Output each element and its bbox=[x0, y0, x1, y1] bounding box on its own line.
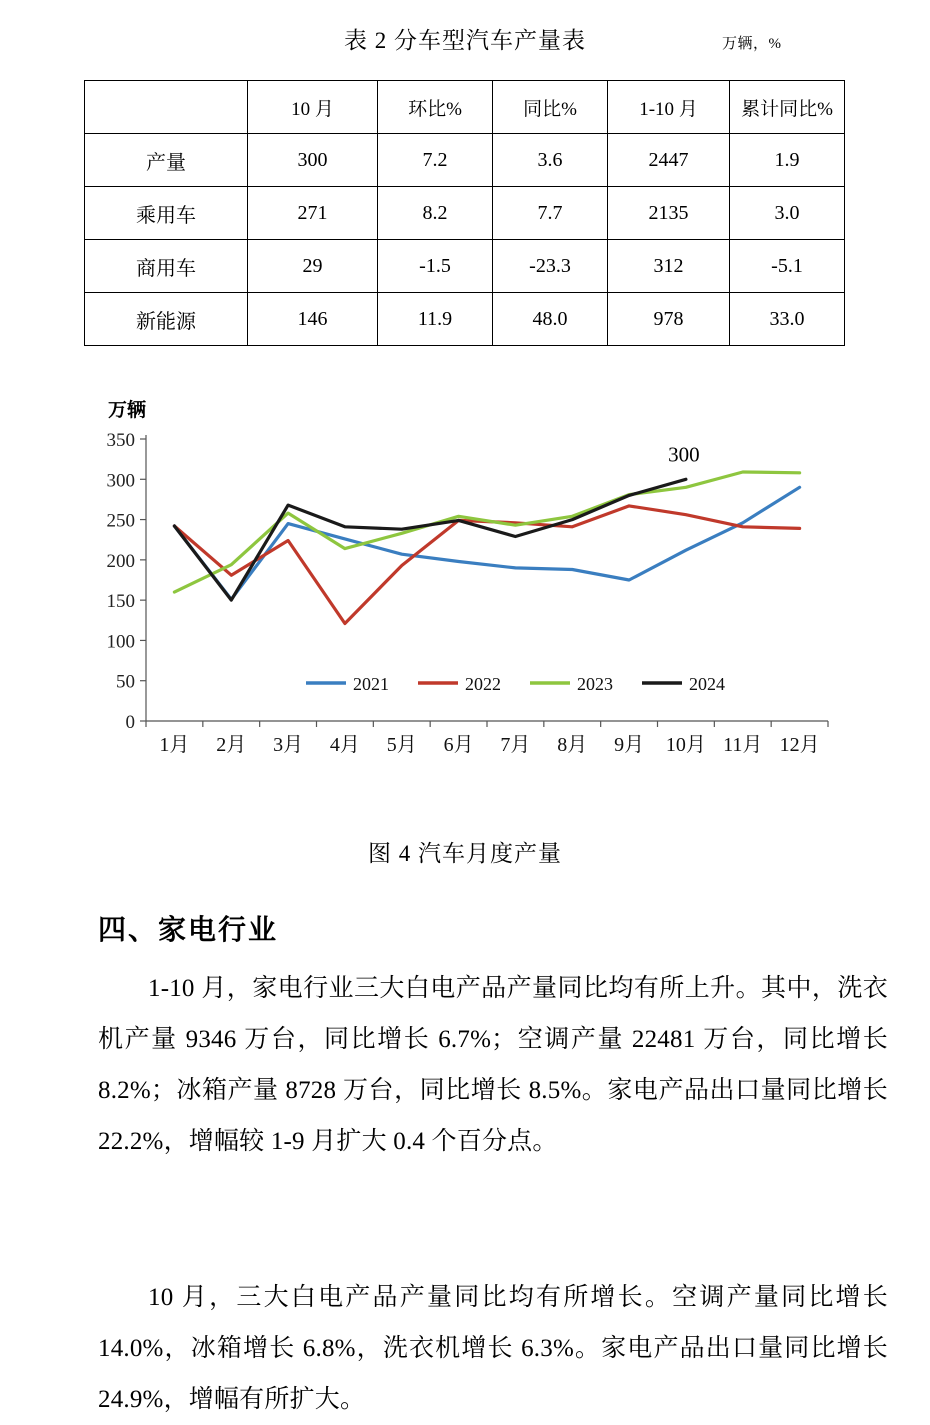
chart-series-line bbox=[174, 487, 799, 599]
table-cell: 7.2 bbox=[378, 134, 493, 187]
monthly-production-chart bbox=[84, 395, 844, 785]
table-cell: 8.2 bbox=[378, 187, 493, 240]
legend-label: 2022 bbox=[465, 674, 501, 694]
y-axis-tick-label: 150 bbox=[106, 591, 135, 613]
x-axis-tick-label: 9月 bbox=[614, 734, 645, 756]
table-row bbox=[85, 187, 845, 240]
y-axis-tick-label: 250 bbox=[106, 510, 135, 532]
chart-series-line bbox=[174, 479, 686, 600]
table-header-cell: 1-10 月 bbox=[608, 81, 730, 134]
vehicle-production-table bbox=[84, 80, 845, 346]
x-axis-tick-label: 3月 bbox=[273, 734, 304, 756]
chart-svg bbox=[84, 421, 844, 781]
paragraph-2-text: 10 月，三大白电产品产量同比均有所增长。空调产量同比增长 14.0%，冰箱增长 6.8%，洗衣机增长 6.3%。家电产品出口量同比增长 24.9%，增幅有所扩大。 bbox=[98, 1284, 888, 1413]
row-label: 产量 bbox=[85, 134, 248, 187]
table-cell: 48.0 bbox=[493, 293, 608, 346]
table-cell: -5.1 bbox=[730, 240, 845, 293]
x-axis-tick-label: 2月 bbox=[216, 734, 247, 756]
table-unit-label: 万辆，% bbox=[722, 36, 782, 52]
legend-label: 2023 bbox=[577, 674, 613, 694]
table-row bbox=[85, 134, 845, 187]
paragraph-1-text: 1-10 月，家电行业三大白电产品产量同比均有所上升。其中，洗衣机产量 9346 万台，同比增长 6.7%；空调产量 22481 万台，同比增长 8.2%；冰箱产量 8728 万台，同比增长 8.5%。家电产品出口量同比增长 22.2%，增幅较 1-9 月扩大 0.4 个百分点。 bbox=[98, 975, 888, 1155]
x-axis-tick-label: 4月 bbox=[329, 734, 360, 756]
table-cell: -23.3 bbox=[493, 240, 608, 293]
paragraph-2 bbox=[98, 1272, 888, 1425]
table-cell: -1.5 bbox=[378, 240, 493, 293]
table-cell: 7.7 bbox=[493, 187, 608, 240]
y-axis-tick-label: 50 bbox=[116, 671, 135, 693]
table-cell: 146 bbox=[248, 293, 378, 346]
legend-label: 2024 bbox=[689, 674, 725, 694]
x-axis-tick-label: 12月 bbox=[779, 734, 820, 756]
table-cell: 1.9 bbox=[730, 134, 845, 187]
table-cell: 2447 bbox=[608, 134, 730, 187]
table-cell: 300 bbox=[248, 134, 378, 187]
table-header-cell: 同比% bbox=[493, 81, 608, 134]
legend-label: 2021 bbox=[353, 674, 389, 694]
table-cell: 271 bbox=[248, 187, 378, 240]
x-axis-tick-label: 11月 bbox=[723, 734, 763, 756]
y-axis-tick-label: 350 bbox=[106, 430, 135, 451]
table-row bbox=[85, 293, 845, 346]
y-axis-tick-label: 100 bbox=[106, 631, 135, 653]
chart-unit-label: 万辆 bbox=[108, 400, 147, 421]
table-title: 表 2 分车型汽车产量表 bbox=[344, 28, 586, 53]
row-label: 商用车 bbox=[85, 240, 248, 293]
table-cell: 2135 bbox=[608, 187, 730, 240]
x-axis-tick-label: 7月 bbox=[500, 734, 531, 756]
table-cell: 11.9 bbox=[378, 293, 493, 346]
chart-series-line bbox=[174, 472, 799, 592]
table-cell: 33.0 bbox=[730, 293, 845, 346]
paragraph-1 bbox=[98, 963, 888, 1167]
section-heading: 四、家电行业 bbox=[98, 915, 279, 946]
table-header-row bbox=[85, 81, 845, 134]
row-label: 新能源 bbox=[85, 293, 248, 346]
table-row bbox=[85, 240, 845, 293]
table-header-cell: 环比% bbox=[378, 81, 493, 134]
y-axis-tick-label: 300 bbox=[106, 470, 135, 492]
y-axis-tick-label: 0 bbox=[125, 712, 135, 733]
y-axis-tick-label: 200 bbox=[106, 550, 135, 572]
table-header-cell: 累计同比% bbox=[730, 81, 845, 134]
table-cell: 3.0 bbox=[730, 187, 845, 240]
table-cell: 978 bbox=[608, 293, 730, 346]
x-axis-tick-label: 1月 bbox=[159, 734, 190, 756]
chart-data-label: 300 bbox=[668, 442, 700, 467]
figure-caption: 图 4 汽车月度产量 bbox=[368, 841, 562, 866]
table-cell: 29 bbox=[248, 240, 378, 293]
x-axis-tick-label: 10月 bbox=[665, 734, 706, 756]
row-label: 乘用车 bbox=[85, 187, 248, 240]
x-axis-tick-label: 6月 bbox=[443, 734, 474, 756]
x-axis-tick-label: 5月 bbox=[386, 734, 417, 756]
x-axis-tick-label: 8月 bbox=[557, 734, 588, 756]
table-header-cell bbox=[85, 81, 248, 134]
table-cell: 312 bbox=[608, 240, 730, 293]
table-cell: 3.6 bbox=[493, 134, 608, 187]
table-header-cell: 10 月 bbox=[248, 81, 378, 134]
